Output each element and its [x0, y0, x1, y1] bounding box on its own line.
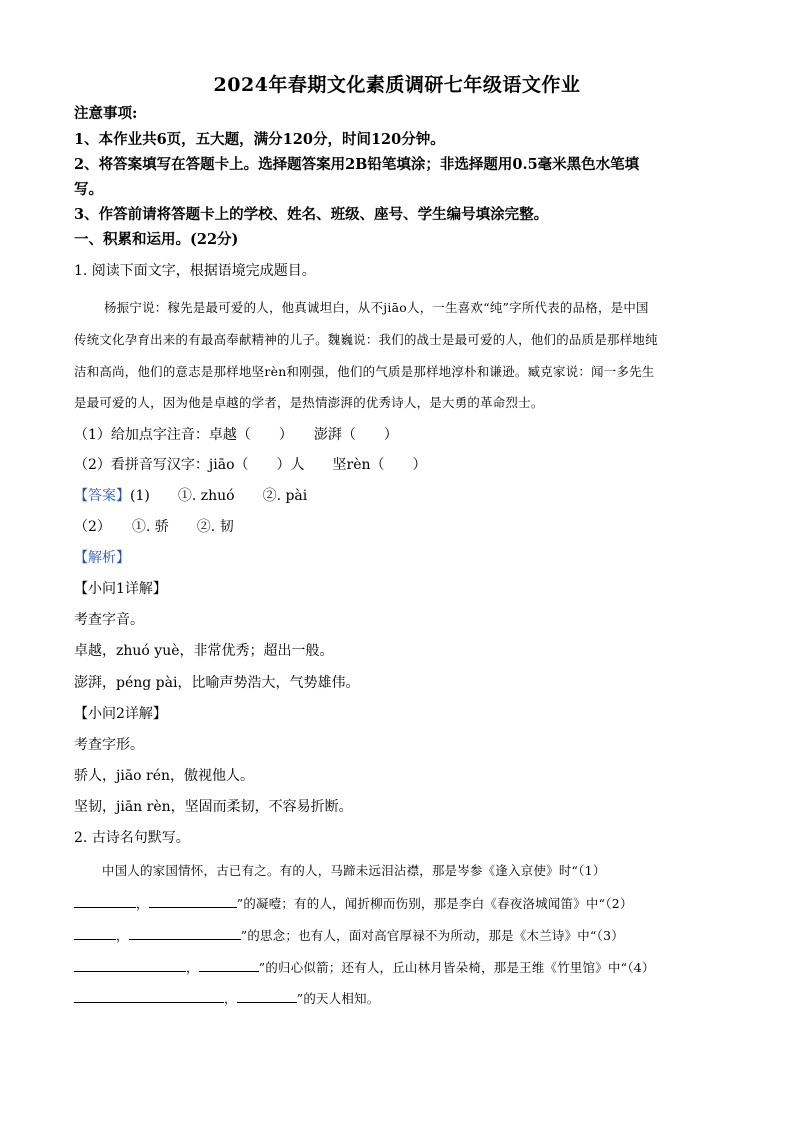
fill-blank[interactable] [74, 957, 186, 972]
poem-paragraph-line-2 [74, 893, 724, 914]
fill-blank[interactable] [237, 988, 297, 1003]
poem-paragraph-line-1: 中国人的家国情怀，古已有之。有的人，马蹄未远泪沾襟，那是岑参《逢入京使》时“（1） [102, 863, 606, 878]
comma: ， [186, 960, 199, 975]
detail-2-label: 【小问2详解】 [74, 706, 167, 722]
question-1-stem: 1. 阅读下面文字，根据语境完成题目。 [74, 263, 316, 279]
poem-paragraph-line-4 [74, 957, 724, 978]
poem-text: ”的天人相知。 [296, 991, 380, 1006]
fill-blank[interactable] [74, 988, 224, 1003]
passage-line-2: 传统文化孕育出来的有最高奉献精神的儿子。魏巍说：我们的战士是最可爱的人，他们的品质是那样地纯 [74, 332, 658, 347]
comma: ， [224, 991, 237, 1006]
poem-paragraph-line-5 [74, 988, 724, 1009]
fill-blank[interactable] [74, 893, 136, 908]
poem-text: ”的凝噎；有的人，闻折柳而伤别，那是李白《春夜洛城闻笛》中“（2） [236, 896, 633, 911]
poem-text: ”的归心似箭；还有人，丘山林月皆朵椅，那是王维《竹里馆》中“（4） [258, 960, 655, 975]
detail-1-line-1: 考查字音。 [74, 612, 144, 628]
detail-1-label: 【小问1详解】 [74, 581, 167, 597]
sub-question-1: （1）给加点字注音：卓越（ ） 澎湃（ ） [74, 427, 398, 443]
answer-2: （2） ①. 骄 ②. 韧 [74, 519, 234, 535]
section-heading: 一、积累和运用。(22分) [74, 231, 239, 248]
comma: ， [116, 928, 129, 943]
notice-heading: 注意事项: [74, 105, 138, 122]
notice-item-1: 1、本作业共6页，五大题，满分120分，时间120分钟。 [74, 131, 445, 148]
detail-2-line-2: 骄人，jiāo rén，傲视他人。 [74, 768, 255, 784]
detail-1-line-2: 卓越，zhuó yuè，非常优秀；超出一般。 [74, 643, 334, 659]
passage-line-3: 洁和高尚，他们的意志是那样地坚rèn和刚强，他们的气质是那样地淳朴和谦逊。臧克家说：闻一多先生 [74, 364, 655, 379]
detail-1-line-3: 澎湃，péng pài，比喻声势浩大，气势雄伟。 [74, 675, 360, 691]
passage-line-4: 是最可爱的人，因为他是卓越的学者，是热情澎湃的优秀诗人，是大勇的革命烈士。 [74, 395, 544, 410]
answer-1: (1) ①. zhuó ②. pài [130, 488, 308, 504]
analysis-label: 【解析】 [74, 550, 130, 566]
fill-blank[interactable] [129, 925, 241, 940]
fill-blank[interactable] [74, 925, 116, 940]
poem-text: ”的思念；也有人，面对高官厚禄不为所动，那是《木兰诗》中“（3） [240, 928, 624, 943]
detail-2-line-1: 考查字形。 [74, 737, 144, 753]
passage-line-1: 杨振宁说：稼先是最可爱的人，他真诚坦白，从不jiāo人，一生喜欢“纯”字所代表的品格，是中国 [104, 300, 649, 315]
document-title: 2024年春期文化素质调研七年级语文作业 [213, 74, 581, 96]
answer-line-1 [74, 486, 724, 506]
question-2-stem: 2. 古诗名句默写。 [74, 830, 190, 846]
poem-paragraph-line-3 [74, 925, 724, 946]
notice-item-2: 2、将答案填写在答题卡上。选择题答案用2B铅笔填涂；非选择题用0.5毫米黑色水笔填 [74, 156, 640, 173]
sub-question-2: （2）看拼音写汉字：jiāo（ ）人 坚rèn（ ） [74, 457, 427, 473]
comma: ， [136, 896, 149, 911]
notice-item-2-cont: 写。 [74, 181, 103, 198]
notice-item-3: 3、作答前请将答题卡上的学校、姓名、班级、座号、学生编号填涂完整。 [74, 206, 549, 223]
fill-blank[interactable] [149, 893, 237, 908]
answer-label: 【答案】 [74, 488, 130, 504]
detail-2-line-3: 坚韧，jiān rèn，坚固而柔韧，不容易折断。 [74, 799, 353, 815]
fill-blank[interactable] [199, 957, 259, 972]
